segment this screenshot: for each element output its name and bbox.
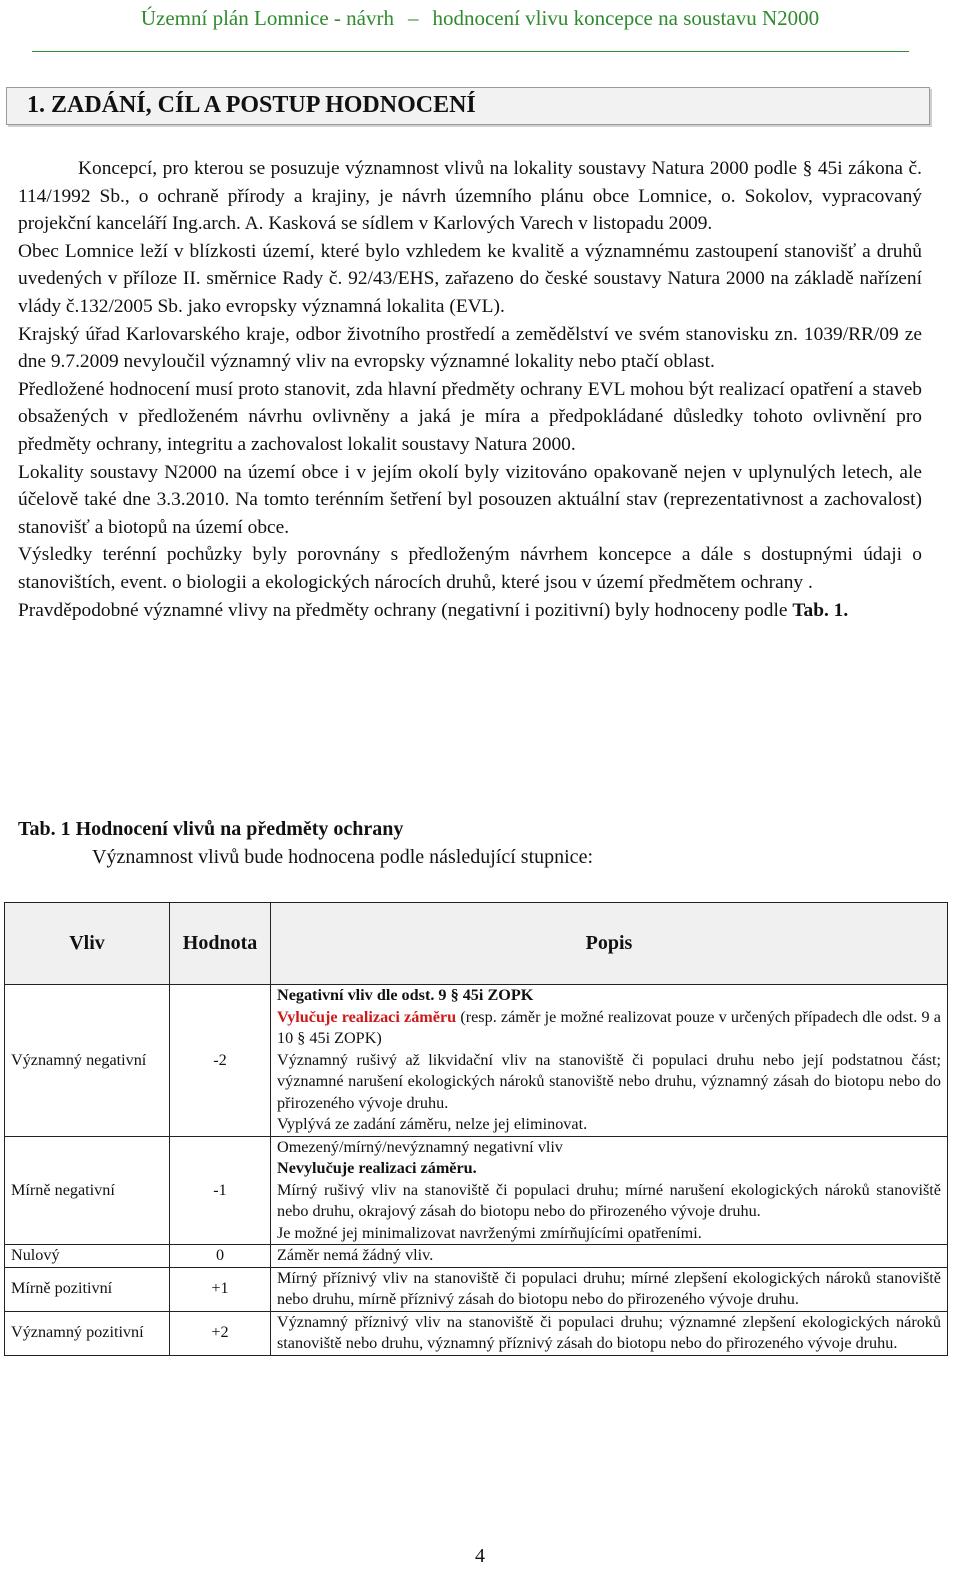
paragraph-7 [18, 597, 922, 625]
row-hodnota: -2 [170, 985, 271, 1137]
row-popis [271, 1136, 948, 1245]
row-vliv: Mírně negativní [5, 1136, 170, 1245]
row-hodnota: +1 [170, 1267, 271, 1311]
paragraph-3: Krajský úřad Karlovarského kraje, odbor životního prostředí a zemědělství ve svém stanovisku zn. 1039/RR/09 ze dne 9.7.2009 nevyloučil významný vliv na evropsky významné lokality nebo ptačí oblast. [18, 323, 922, 373]
row-vliv: Významný pozitivní [5, 1311, 170, 1355]
popis-line: Negativní vliv dle odst. 9 § 45i ZOPK [277, 986, 534, 1004]
paragraph-7-text: Pravděpodobné významné vlivy na předměty ochrany (negativní i pozitivní) byly hodnoceny podle [18, 599, 793, 621]
popis-line: Omezený/mírný/nevýznamný negativní vliv [277, 1137, 563, 1156]
paragraph-6: Výsledky terénní pochůzky byly porovnány s předloženým návrhem koncepce a dále s dostupnými údaji o stanovištích, event. o biologii a ekologických nárocích druhů, které jsou v území předmětem ochrany . [18, 544, 922, 593]
header-hodnota: Hodnota [170, 903, 271, 985]
popis-line: Nevylučuje realizaci záměru. [277, 1159, 477, 1177]
popis-line: Vyplývá ze zadání záměru, nelze jej eliminovat. [277, 1115, 588, 1133]
section-title: 1. ZADÁNÍ, CÍL A POSTUP HODNOCENÍ [27, 92, 476, 118]
header-dash: – [407, 6, 419, 30]
paragraph-2: Obec Lomnice leží v blízkosti území, které bylo vzhledem ke kvalitě a významnému zastoupení stanovišť a druhů uvedených v příloze II. směrnice Rady č. 92/43/EHS, zařazeno do české soustavy Natura 2000 na základě nařízení vlády č.132/2005 Sb. jako evropsky významná lokalita (EVL). [18, 240, 922, 317]
row-hodnota: 0 [170, 1245, 271, 1268]
section-heading-box [6, 87, 930, 125]
paragraph-1: Koncepcí, pro kterou se posuzuje významnost vlivů na lokality soustavy Natura 2000 podle § 45i zákona č. 114/1992 Sb., o ochraně přírody a krajiny, je návrh územního plánu obce Lomnice, o. Sokolov, vypracovaný projekční kanceláří Ing.arch. A. Kasková se sídlem v Karlových Varech v listopadu 2009. [18, 158, 922, 235]
impact-table [4, 902, 948, 1356]
body-text [18, 155, 922, 624]
table-row [5, 1267, 948, 1311]
header-divider [32, 51, 909, 52]
table-subcaption: Významnost vlivů bude hodnocena podle následující stupnice: [92, 846, 593, 868]
header-left: Územní plán Lomnice - návrh [140, 6, 394, 30]
paragraph-5: Lokality soustavy N2000 na území obce i v jejím okolí byly vizitováno opakovaně nejen v uplynulých letech, ale účelově také dne 3.3.2010. Na tomto terénním šetření byl posouzen aktuální stav (reprezentativnost a zachovalost) stanovišť a biotopů na území obce. [18, 461, 922, 538]
table-caption: Tab. 1 Hodnocení vlivů na předměty ochrany [18, 818, 404, 840]
paragraph-4: Předložené hodnocení musí proto stanovit, zda hlavní předměty ochrany EVL mohou být realizací opatření a staveb obsažených v předloženém návrhu ovlivněny a jaká je míra a předpokládané důsledky tohoto ovlivnění pro předměty ochrany, integritu a zachovalost lokalit soustavy Natura 2000. [18, 378, 922, 455]
popis-highlight: Vylučuje realizaci záměru [277, 1007, 457, 1026]
popis-line: (resp. záměr je možné realizovat pouze v určených případech dle odst. 9 a 10 § 45i ZOPK) [277, 1007, 941, 1047]
page-number: 4 [475, 1545, 485, 1567]
row-vliv: Mírně pozitivní [5, 1267, 170, 1311]
row-hodnota: -1 [170, 1136, 271, 1245]
row-popis: Záměr nemá žádný vliv. [271, 1245, 948, 1268]
row-vliv: Významný negativní [5, 985, 170, 1137]
header-vliv: Vliv [5, 903, 170, 985]
row-vliv: Nulový [5, 1245, 170, 1268]
header-popis: Popis [271, 903, 948, 985]
popis-line: Mírný rušivý vliv na stanoviště či populaci druhu; mírné narušení ekologických nároků stanoviště nebo druhu, okrajový zásah do biotopu nebo do přirozeného vývoje druhu. [277, 1180, 941, 1220]
table-row [5, 985, 948, 1137]
row-popis: Mírný příznivý vliv na stanoviště či populaci druhu; mírné zlepšení ekologických nároků stanoviště nebo druhu, mírně příznivý zásah do biotopu nebo do přirozeného vývoje druhu. [271, 1267, 948, 1311]
table-header-row [5, 903, 948, 985]
row-hodnota: +2 [170, 1311, 271, 1355]
row-popis: Významný příznivý vliv na stanoviště či populaci druhu; významné zlepšení ekologických nároků stanoviště nebo druhu, významný příznivý zásah do biotopu nebo do přirozeného vývoje druhu. [271, 1311, 948, 1355]
table-reference: Tab. 1. [792, 599, 849, 621]
header-right: hodnocení vlivu koncepce na soustavu N2000 [432, 6, 820, 30]
page-header [0, 6, 960, 31]
table-row [5, 1311, 948, 1355]
table-row [5, 1136, 948, 1245]
popis-line: Je možné jej minimalizovat navrženými zmírňujícími opatřeními. [277, 1223, 702, 1242]
row-popis [271, 985, 948, 1137]
popis-line: Významný rušivý až likvidační vliv na stanoviště či populaci druhu nebo její podstatnou část; významné narušení ekologických nároků stanoviště nebo druhu, významný zásah do biotopu nebo do přirozeného vývoje druhu. [277, 1050, 941, 1112]
table-row [5, 1245, 948, 1268]
